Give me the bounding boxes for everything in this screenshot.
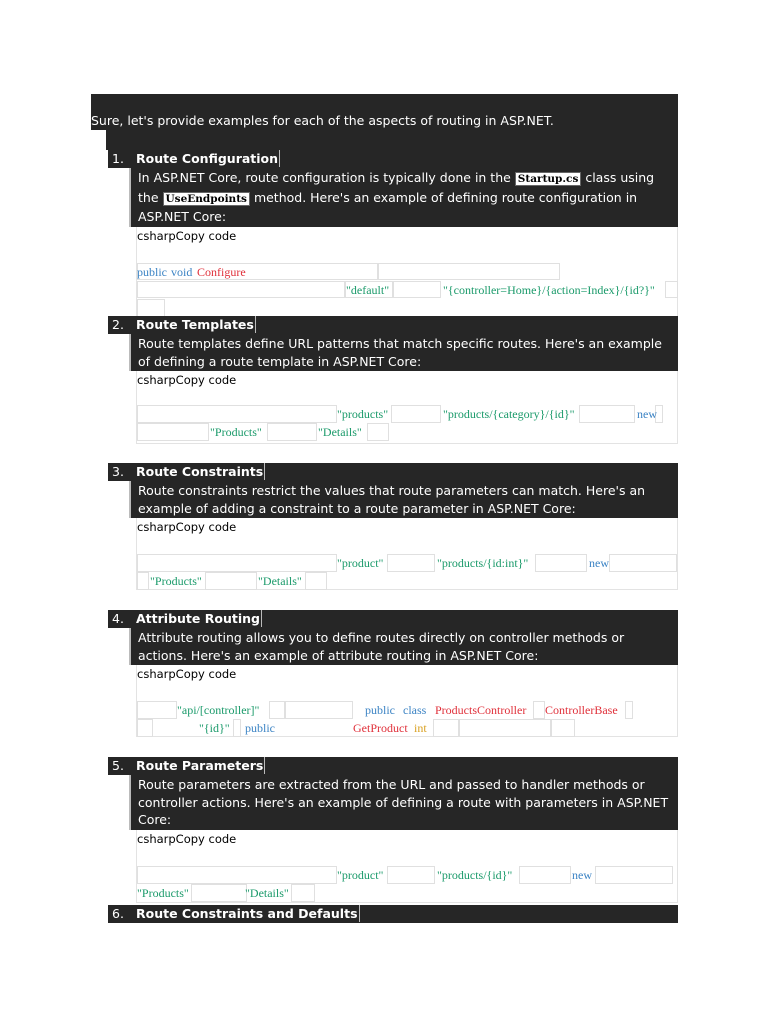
code-cell (137, 299, 165, 317)
code-token: "{id}" (199, 721, 230, 735)
code-cell (137, 281, 345, 298)
code-token: ProductsController (435, 703, 527, 717)
code-cell (433, 719, 459, 737)
code-token: "Details" (245, 885, 289, 900)
code-token: "default" (346, 282, 390, 297)
code-token: "products/{id}" (437, 867, 513, 882)
desc-text: class using the (138, 170, 655, 205)
code-cell (459, 719, 551, 737)
code-language-label: csharpCopy code (137, 831, 237, 846)
code-token: "products/{id:int}" (437, 556, 529, 570)
desc-text: method. Here's an example of defining route configuration in ASP.NET Core: (138, 189, 638, 224)
code-cell (387, 866, 435, 884)
code-cell (609, 554, 677, 572)
code-cell (393, 281, 441, 298)
code-token: "{controller=Home}/{action=Index}/{id?}" (443, 282, 655, 297)
code-token: GetProduct (353, 721, 408, 735)
code-cell (665, 281, 678, 298)
code-token: "products/{category}/{id}" (443, 407, 575, 421)
code-cell (137, 701, 177, 719)
code-cell (595, 866, 673, 884)
code-token: void (171, 264, 193, 279)
code-cell (305, 572, 327, 590)
code-token: "Details" (258, 574, 302, 588)
code-cell (269, 701, 285, 719)
section-number: 5. (112, 758, 124, 773)
section-route-parameters (108, 757, 678, 903)
section-number: 2. (112, 317, 124, 332)
code-cell (191, 884, 247, 902)
code-token: "Products" (137, 885, 189, 900)
code-cell (367, 423, 389, 441)
code-cell (267, 423, 317, 441)
code-language-label: csharpCopy code (137, 373, 237, 387)
code-token: "api/[controller]" (177, 703, 260, 717)
section-route-constraints-and-defaults (108, 905, 678, 923)
code-language-label: csharpCopy code (137, 228, 237, 243)
intro-text: Sure, let's provide examples for each of the aspects of routing in ASP.NET. (91, 113, 554, 128)
code-token: public (365, 703, 395, 717)
section-header (108, 316, 678, 334)
section-title: Attribute Routing (136, 611, 260, 626)
code-token: class (403, 703, 427, 717)
section-number: 3. (112, 464, 124, 479)
section-header (108, 150, 678, 168)
code-token: new (572, 867, 592, 882)
code-cell (391, 405, 441, 423)
section-title: Route Configuration (136, 151, 279, 166)
code-cell (137, 554, 337, 572)
inline-code-useendpoints: UseEndpoints (163, 192, 250, 206)
code-token: "product" (337, 867, 384, 882)
code-cell (291, 884, 315, 902)
code-cell (378, 263, 560, 280)
code-token: int (414, 721, 427, 735)
section-title: Route Constraints (136, 464, 264, 479)
code-block (136, 227, 678, 317)
code-cell (625, 701, 633, 719)
code-cell (137, 719, 153, 737)
desc-text: In ASP.NET Core, route configuration is typically done in the (138, 170, 515, 185)
section-description: Route parameters are extracted from the URL and passed to handler methods or controller actions. Here's an example of defining a route with parameters in ASP.NET Core: (129, 775, 678, 830)
section-title: Route Constraints and Defaults (136, 906, 358, 921)
code-token: "Products" (150, 574, 202, 588)
code-cell (137, 423, 209, 441)
code-token: "Products" (210, 425, 262, 439)
code-cell (387, 554, 435, 572)
code-block (136, 830, 678, 903)
code-token: "products" (337, 407, 389, 421)
code-cell (535, 554, 587, 572)
intro-spacer-bar (106, 130, 678, 150)
code-cell (551, 719, 575, 737)
section-route-configuration (108, 150, 678, 317)
section-description: Attribute routing allows you to define routes directly on controller methods or actions. Here's an example of attribute routing in ASP.NET Core: (129, 628, 678, 665)
code-cell (233, 719, 241, 737)
code-token: "product" (337, 556, 384, 570)
code-block (136, 518, 678, 590)
code-token: ControllerBase (545, 703, 618, 717)
code-cell (205, 572, 257, 590)
section-number: 6. (112, 906, 124, 921)
section-description (129, 168, 678, 227)
section-number: 4. (112, 611, 124, 626)
code-token: "Details" (318, 425, 362, 439)
section-description: Route templates define URL patterns that match specific routes. Here's an example of defining a route template in ASP.NET Core: (129, 334, 678, 371)
code-cell (137, 405, 337, 423)
inline-code-startup: Startup.cs (515, 172, 582, 186)
code-cell (519, 866, 571, 884)
code-language-label: csharpCopy code (137, 667, 237, 681)
section-title: Route Parameters (136, 758, 264, 773)
code-cell (579, 405, 635, 423)
code-token: Configure (197, 264, 246, 279)
section-attribute-routing (108, 610, 678, 737)
code-token: public (245, 721, 275, 735)
code-token: public (137, 264, 167, 279)
code-token: new (589, 556, 609, 570)
section-number: 1. (112, 151, 124, 166)
section-header (108, 905, 678, 923)
section-header (108, 463, 678, 481)
code-block (136, 371, 678, 444)
section-header (108, 610, 678, 628)
section-title: Route Templates (136, 317, 254, 332)
code-cell (285, 701, 353, 719)
code-block (136, 665, 678, 737)
section-header (108, 757, 678, 775)
section-route-constraints (108, 463, 678, 590)
code-token: new (637, 407, 657, 421)
code-language-label: csharpCopy code (137, 520, 237, 534)
section-description: Route constraints restrict the values that route parameters can match. Here's an example of adding a constraint to a route parameter in ASP.NET Core: (129, 481, 678, 518)
code-cell (137, 572, 149, 590)
code-cell (533, 701, 545, 719)
section-route-templates (108, 316, 678, 444)
code-cell (137, 866, 337, 884)
